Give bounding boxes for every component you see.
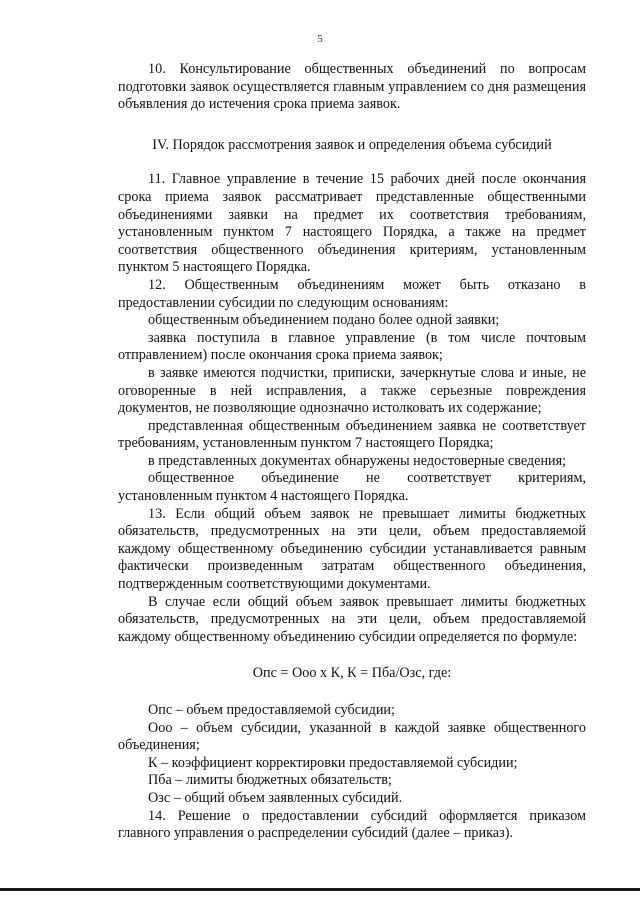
definition-ozs: Озс – общий объем заявленных субсидий. (148, 789, 403, 806)
definition-ops: Опс – объем предоставляемой субсидии; (148, 702, 395, 718)
paragraph-11: 11. Главное управление в течение 15 рабочих дней после окончания срока приема заявок рассматривает представленные общественными объединениями заявки на предмет их соответствия требованиям, установленным пунктом 7 настоящего Порядка, а также на предмет соответствия общественного объединения критериям, установленным пунктом 5 настоящего Порядка. (118, 171, 586, 276)
refusal-reason-5: в представленных документах обнаружены недостоверные сведения; (148, 452, 567, 469)
refusal-reason-6: общественное объединение не соответствует критериям, установленным пунктом 4 настоящего Порядка. (118, 470, 586, 505)
refusal-reason-3: в заявке имеются подчистки, приписки, зачеркнутые слова и иные, не оговоренные в ней исправления, а также серьезные повреждения документов, не позволяющие однозначно истолковать их содержание; (118, 364, 586, 417)
section-heading: IV. Порядок рассмотрения заявок и определения объема субсидий (152, 136, 552, 153)
paragraph-13: 13. Если общий объем заявок не превышает лимиты бюджетных обязательств, предусмотренных на эти цели, объем предоставляемой каждому общественному объединению субсидии устанавливается равным фактически произведенным затратам общественного объединения, подтвержденным соответствующими документами. (118, 505, 586, 593)
page-number: 5 (317, 33, 323, 45)
paragraph-12: 12. Общественным объединениям может быть отказано в предоставлении субсидии по следующим основаниям: (118, 276, 586, 311)
refusal-reason-2: заявка поступила в главное управление (в том числе почтовым отправлением) после окончания срока приема заявок; (118, 329, 586, 364)
definition-ooo: Ооо – объем субсидии, указанной в каждой заявке общественного объединения; (118, 719, 586, 754)
definition-pba: Пба – лимиты бюджетных обязательств; (148, 772, 392, 789)
definition-k: К – коэффициент корректировки предоставляемой субсидии; (148, 754, 518, 771)
document-body (118, 61, 586, 843)
paragraph-13-formula-intro: В случае если общий объем заявок превышает лимиты бюджетных обязательств, предусмотренных на эти цели, объем предоставляемой каждому общественному объединению субсидии определяется по формуле: (118, 593, 586, 645)
bottom-scan-edge (0, 888, 640, 891)
subsidy-formula: Опс = Ооо x К, К = Пба/Озс, где: (252, 665, 452, 682)
refusal-reason-1: общественным объединением подано более одной заявки; (148, 312, 500, 329)
paragraph-10: 10. Консультирование общественных объединений по вопросам подготовки заявок осуществляется главным управлением со дня размещения объявления до истечения срока приема заявок. (118, 61, 586, 113)
paragraph-14: 14. Решение о предоставлении субсидий оформляется приказом главного управления о распределении субсидий (далее – приказ). (118, 807, 586, 842)
refusal-reason-4: представленная общественным объединением заявка не соответствует требованиям, установленным пунктом 7 настоящего Порядка; (118, 417, 586, 452)
